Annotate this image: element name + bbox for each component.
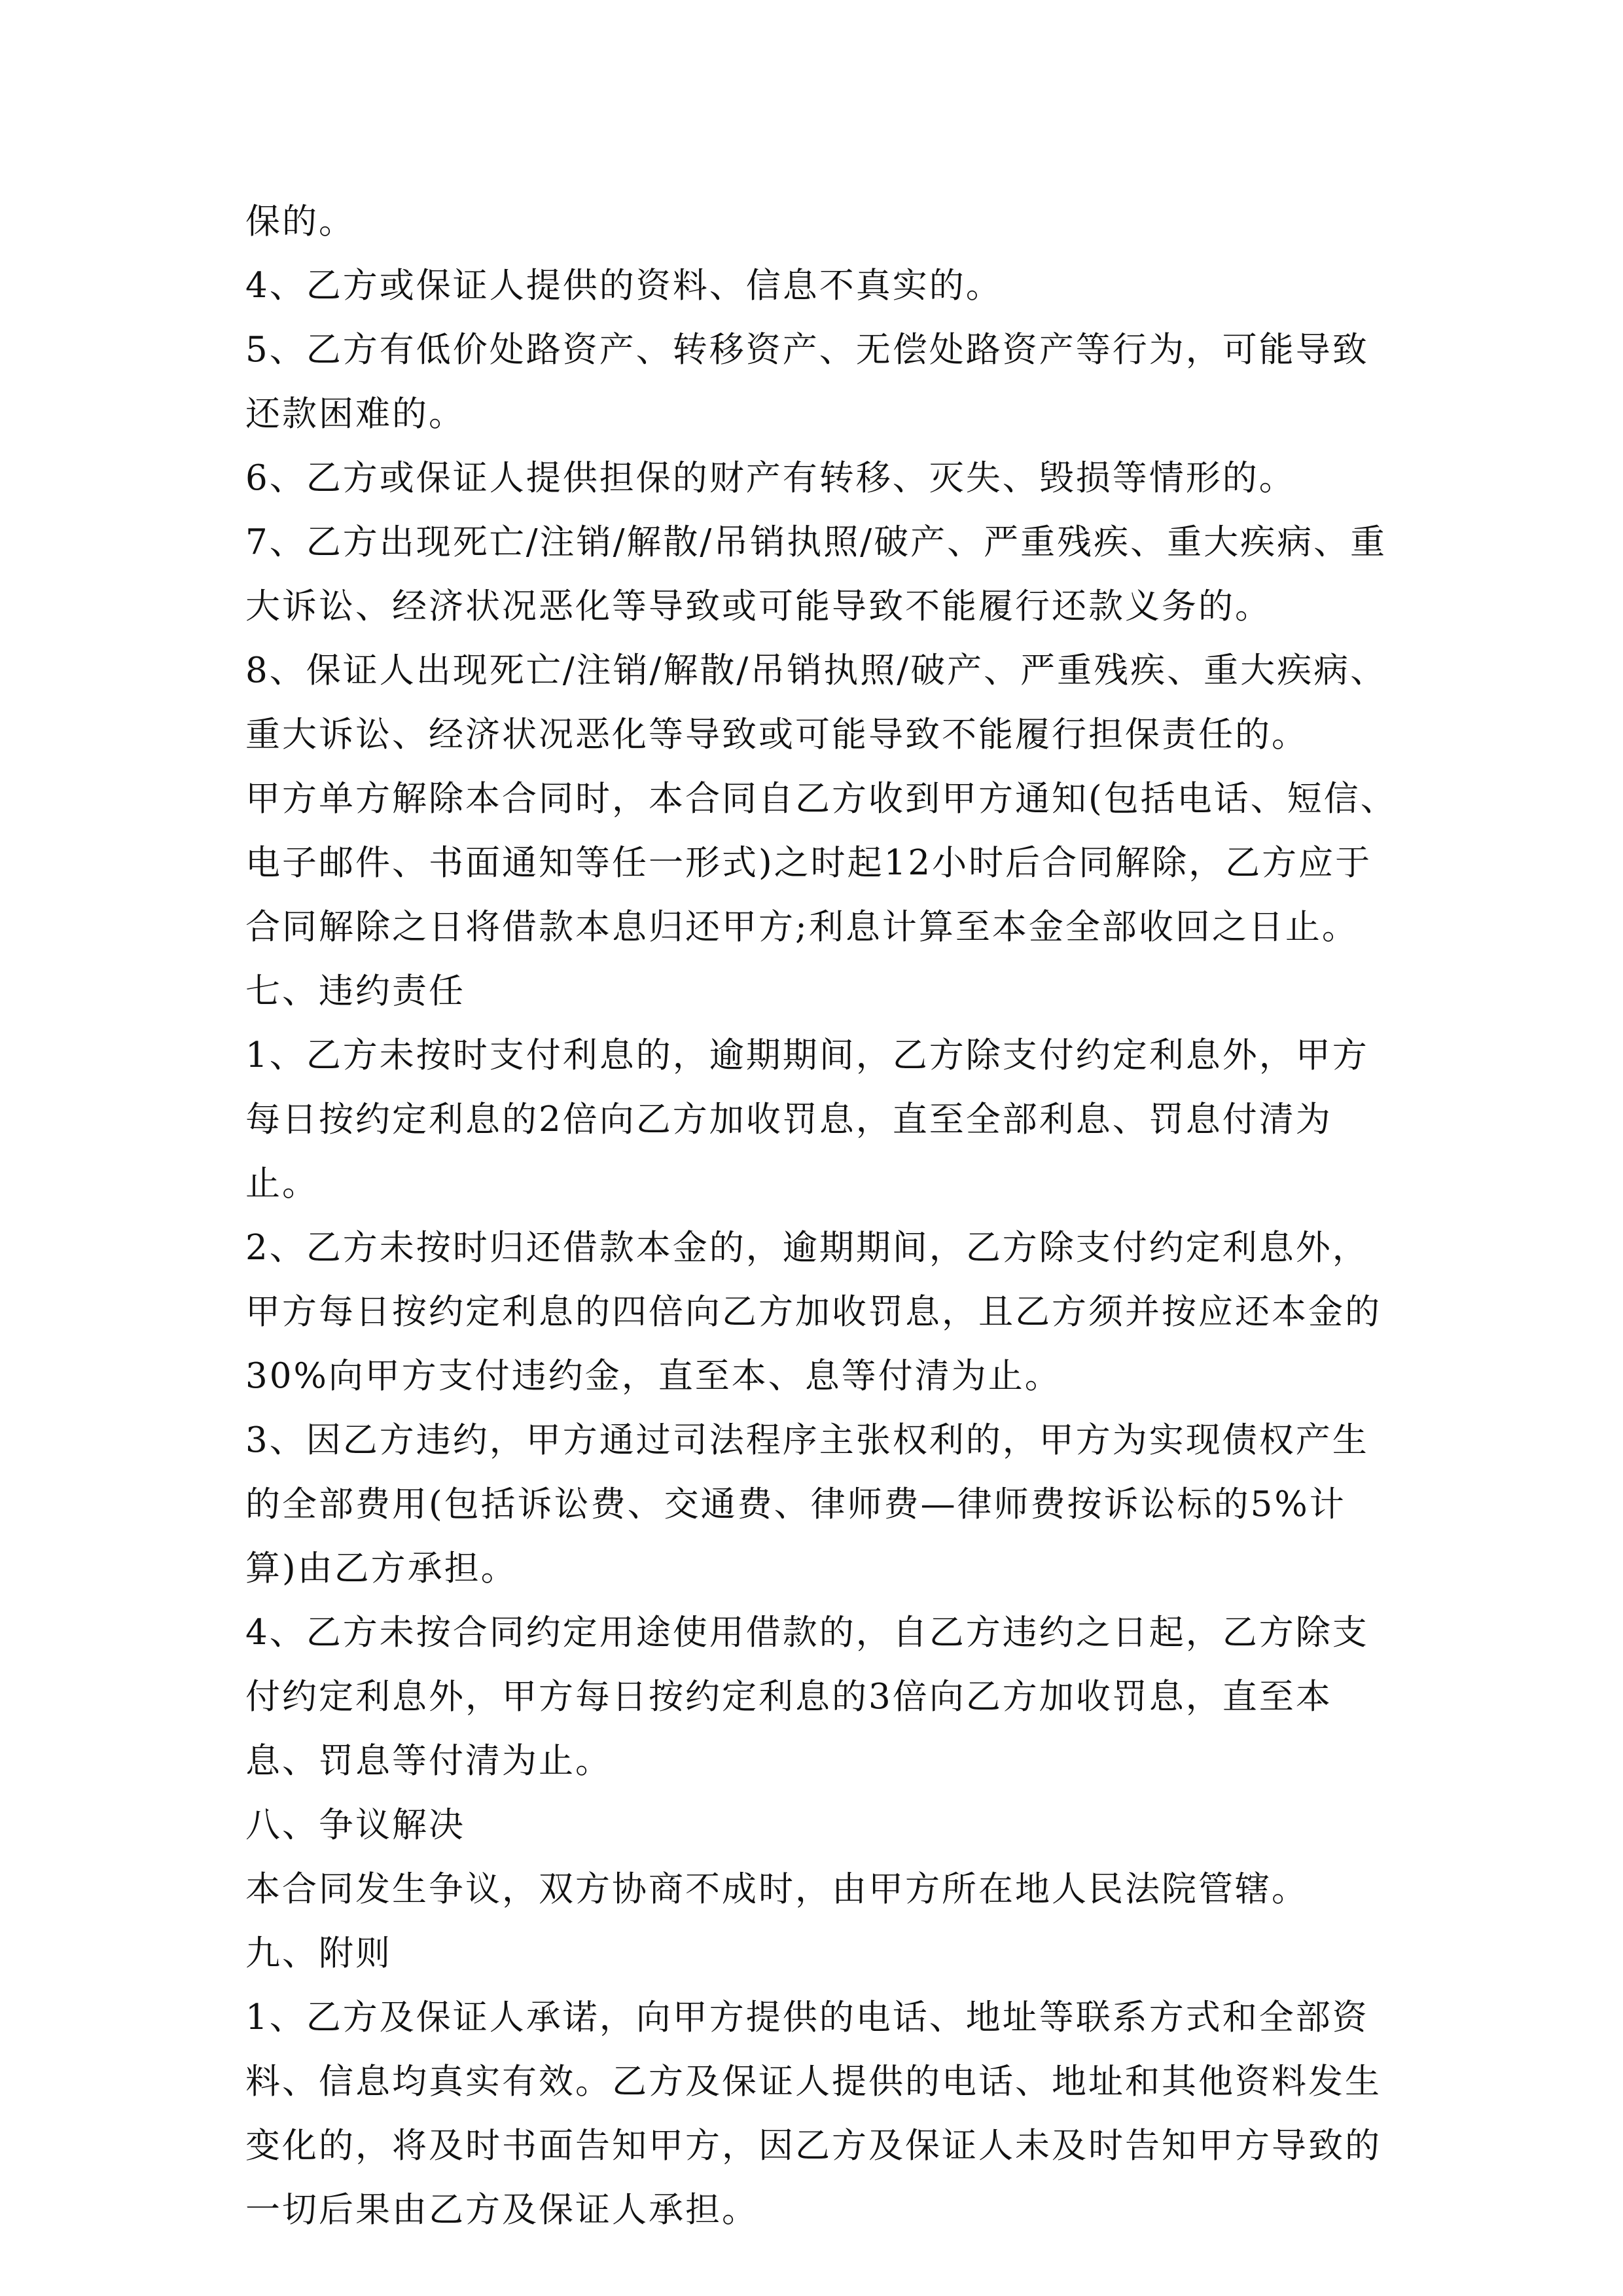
breach-clause-4: 4、乙方未按合同约定用途使用借款的，自乙方违约之日起，乙方除支付约定利息外，甲方每日按约定利息的3倍向乙方加收罚息，直至本息、罚息等付清为止。 <box>245 1613 1369 1781</box>
breach-clause-2: 2、乙方未按时归还借款本金的，逾期期间，乙方除支付约定利息外，甲方每日按约定利息的四倍向乙方加收罚息，且乙方须并按应还本金的30%向甲方支付违约金，直至本、息等付清为止。 <box>245 1228 1382 1396</box>
termination-paragraph: 甲方单方解除本合同时，本合同自乙方收到甲方通知(包括电话、短信、电子邮件、书面通知等任一形式)之时起12小时后合同解除，乙方应于合同解除之日将借款本息归还甲方;利息计算至本金全部收回之日止。 <box>245 779 1397 947</box>
paragraph-continuation: 保的。 <box>245 202 355 242</box>
clause-5: 5、乙方有低价处路资产、转移资产、无偿处路资产等行为，可能导致还款困难的。 <box>245 330 1369 434</box>
section-heading-dispute: 八、争议解决 <box>245 1805 465 1845</box>
breach-clause-1: 1、乙方未按时支付利息的，逾期期间，乙方除支付约定利息外，甲方每日按约定利息的2倍向乙方加收罚息，直至全部利息、罚息付清为止。 <box>245 1035 1369 1204</box>
clause-4: 4、乙方或保证人提供的资料、信息不真实的。 <box>245 266 1003 306</box>
clause-8: 8、保证人出现死亡/注销/解散/吊销执照/破产、严重残疾、重大疾病、重大诉讼、经济状况恶化等导致或可能导致不能履行担保责任的。 <box>245 651 1387 755</box>
section-heading-supplementary: 九、附则 <box>245 1933 392 1973</box>
clause-7: 7、乙方出现死亡/注销/解散/吊销执照/破产、严重残疾、重大疾病、重大诉讼、经济状况恶化等导致或可能导致不能履行还款义务的。 <box>245 522 1387 626</box>
clause-6: 6、乙方或保证人提供担保的财产有转移、灭失、毁损等情形的。 <box>245 458 1296 498</box>
supplementary-clause-1: 1、乙方及保证人承诺，向甲方提供的电话、地址等联系方式和全部资料、信息均真实有效。乙方及保证人提供的电话、地址和其他资料发生变化的，将及时书面告知甲方，因乙方及保证人未及时告知甲方导致的一切后果由乙方及保证人承担。 <box>245 1998 1382 2230</box>
document-body <box>245 190 1397 2242</box>
breach-clause-3: 3、因乙方违约，甲方通过司法程序主张权利的，甲方为实现债权产生的全部费用(包括诉讼费、交通费、律师费—律师费按诉讼标的5%计算)由乙方承担。 <box>245 1420 1369 1588</box>
section-heading-breach: 七、违约责任 <box>245 971 465 1011</box>
dispute-paragraph: 本合同发生争议，双方协商不成时，由甲方所在地人民法院管辖。 <box>245 1869 1308 1909</box>
